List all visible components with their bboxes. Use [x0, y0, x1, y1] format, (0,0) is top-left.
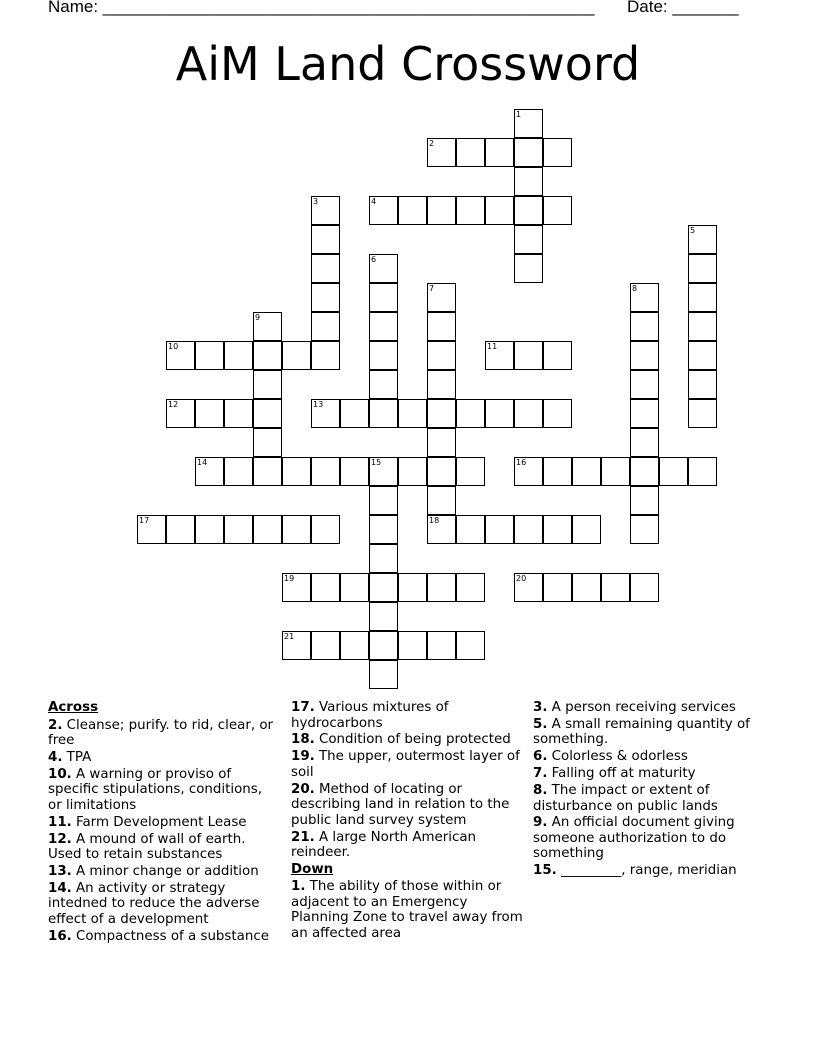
crossword-cell[interactable] [514, 573, 543, 602]
crossword-cell[interactable] [311, 341, 340, 370]
crossword-cell[interactable] [572, 573, 601, 602]
clue-number: 19 [284, 574, 295, 583]
clue-text: Falling off at maturity [551, 766, 696, 782]
crossword-cell[interactable] [311, 573, 340, 602]
crossword-cell[interactable] [369, 283, 398, 312]
crossword-cell[interactable] [369, 312, 398, 341]
crossword-cell[interactable] [340, 457, 369, 486]
crossword-cell[interactable] [688, 341, 717, 370]
crossword-cell[interactable] [195, 341, 224, 370]
clue-number: 16 [516, 458, 527, 467]
crossword-cell[interactable] [195, 399, 224, 428]
clue-number: 5 [690, 226, 696, 235]
crossword-cell[interactable] [630, 428, 659, 457]
crossword-cell[interactable] [630, 370, 659, 399]
clue-text: A minor change or addition [76, 863, 259, 879]
clue-number-label: 8. [533, 783, 548, 799]
clue-item [533, 815, 763, 862]
crossword-cell[interactable] [195, 457, 224, 486]
crossword-cell[interactable] [688, 225, 717, 254]
crossword-cell[interactable] [340, 631, 369, 660]
clue-number-label: 10. [48, 766, 72, 782]
crossword-cell[interactable] [427, 486, 456, 515]
clue-text: An official document giving someone authorization to do something [533, 815, 735, 862]
clue-text: Condition of being protected [319, 732, 511, 748]
crossword-cell[interactable] [369, 515, 398, 544]
crossword-cell[interactable] [514, 138, 543, 167]
crossword-cell[interactable] [311, 457, 340, 486]
crossword-cell[interactable] [311, 399, 340, 428]
clue-item [48, 750, 278, 766]
crossword-cell[interactable] [630, 573, 659, 602]
clue-text: An activity or strategy intedned to reduce the adverse effect of a development [48, 880, 260, 927]
clue-item [291, 732, 523, 748]
crossword-cell[interactable] [282, 631, 311, 660]
clue-number: 9 [255, 313, 261, 322]
clue-number: 10 [168, 342, 179, 351]
clue-text: A large North American reindeer. [291, 829, 477, 861]
crossword-cell[interactable] [427, 283, 456, 312]
clue-number: 13 [313, 400, 324, 409]
crossword-cell[interactable] [485, 515, 514, 544]
clue-item [291, 879, 523, 941]
clues-column-2 [291, 700, 523, 943]
clue-text: The impact or extent of disturbance on public lands [533, 783, 718, 814]
clue-text: TPA [66, 749, 92, 765]
clue-item [48, 881, 278, 928]
clue-number: 6 [371, 255, 377, 264]
crossword-cell[interactable] [166, 399, 195, 428]
crossword-cell[interactable] [456, 399, 485, 428]
clue-item [48, 718, 278, 749]
crossword-cell[interactable] [514, 399, 543, 428]
clue-item [48, 929, 278, 945]
crossword-cell[interactable] [688, 254, 717, 283]
clue-number-label: 16. [48, 928, 72, 944]
crossword-cell[interactable] [369, 196, 398, 225]
clue-number-label: 14. [48, 880, 72, 896]
crossword-cell[interactable] [340, 573, 369, 602]
clue-number: 3 [313, 197, 319, 206]
crossword-cell[interactable] [630, 341, 659, 370]
crossword-cell[interactable] [253, 370, 282, 399]
crossword-cell[interactable] [166, 341, 195, 370]
crossword-cell[interactable] [311, 515, 340, 544]
crossword-cell[interactable] [688, 457, 717, 486]
crossword-cell[interactable] [514, 109, 543, 138]
crossword-cell[interactable] [543, 457, 572, 486]
clue-item [533, 766, 763, 782]
crossword-cell[interactable] [369, 602, 398, 631]
clue-text: A mound of wall of earth. Used to retain substances [48, 831, 246, 863]
clue-number-label: 12. [48, 831, 72, 847]
clue-item [48, 832, 278, 863]
clue-item [291, 700, 523, 731]
crossword-cell[interactable] [311, 631, 340, 660]
clue-number: 11 [487, 342, 498, 351]
clue-text: Compactness of a substance [76, 928, 269, 944]
crossword-cell[interactable] [398, 399, 427, 428]
crossword-cell[interactable] [311, 254, 340, 283]
crossword-cell[interactable] [224, 341, 253, 370]
crossword-cell[interactable] [253, 312, 282, 341]
crossword-cell[interactable] [485, 196, 514, 225]
crossword-cell[interactable] [369, 457, 398, 486]
clues-column-1 [48, 700, 278, 946]
clue-number-label: 19. [291, 749, 315, 765]
clue-text: Farm Development Lease [76, 814, 247, 830]
crossword-cell[interactable] [137, 515, 166, 544]
crossword-cell[interactable] [601, 457, 630, 486]
crossword-cell[interactable] [543, 515, 572, 544]
clue-item [48, 864, 278, 880]
clue-number: 20 [516, 574, 527, 583]
crossword-cell[interactable] [311, 283, 340, 312]
crossword-cell[interactable] [543, 341, 572, 370]
clue-number-label: 3. [533, 700, 548, 715]
crossword-cell[interactable] [485, 138, 514, 167]
clue-item [291, 782, 523, 829]
clue-item [291, 749, 523, 780]
clue-number: 17 [139, 516, 150, 525]
crossword-cell[interactable] [427, 370, 456, 399]
crossword-cell[interactable] [630, 312, 659, 341]
crossword-cell[interactable] [630, 486, 659, 515]
crossword-cell[interactable] [630, 283, 659, 312]
crossword-cell[interactable] [572, 515, 601, 544]
clue-number: 12 [168, 400, 179, 409]
crossword-cell[interactable] [369, 486, 398, 515]
clue-number-label: 18. [291, 732, 315, 748]
crossword-cell[interactable] [311, 225, 340, 254]
crossword-cell[interactable] [398, 573, 427, 602]
crossword-cell[interactable] [282, 573, 311, 602]
crossword-cell[interactable] [456, 573, 485, 602]
crossword-cell[interactable] [485, 341, 514, 370]
crossword-cell[interactable] [514, 341, 543, 370]
crossword-cell[interactable] [630, 399, 659, 428]
clue-text: The upper, outermost layer of soil [291, 749, 520, 780]
crossword-cell[interactable] [456, 138, 485, 167]
crossword-cell[interactable] [427, 138, 456, 167]
clue-number: 2 [429, 139, 435, 148]
crossword-cell[interactable] [369, 660, 398, 689]
clue-text: Various mixtures of hydrocarbons [291, 700, 449, 731]
clue-number-label: 20. [291, 781, 315, 797]
clue-item [533, 749, 763, 765]
crossword-cell[interactable] [688, 399, 717, 428]
down-heading: Down [291, 861, 334, 877]
crossword-cell[interactable] [253, 399, 282, 428]
crossword-cell[interactable] [427, 399, 456, 428]
crossword-cell[interactable] [543, 399, 572, 428]
clues-column-3 [533, 700, 763, 880]
crossword-cell[interactable] [514, 515, 543, 544]
crossword-cell[interactable] [369, 399, 398, 428]
crossword-cell[interactable] [514, 225, 543, 254]
crossword-cell[interactable] [543, 196, 572, 225]
name-field[interactable]: Name: ____________________________________________________ [48, 0, 595, 16]
clue-number-label: 4. [48, 749, 63, 765]
crossword-cell[interactable] [311, 196, 340, 225]
crossword-cell[interactable] [514, 457, 543, 486]
clue-number-label: 15. [533, 863, 557, 879]
crossword-cell[interactable] [224, 399, 253, 428]
crossword-cell[interactable] [659, 457, 688, 486]
crossword-cell[interactable] [427, 631, 456, 660]
clue-item [533, 863, 763, 879]
across-heading: Across [48, 700, 99, 715]
crossword-cell[interactable] [282, 457, 311, 486]
clue-item [533, 783, 763, 814]
clue-number-label: 21. [291, 829, 315, 845]
clue-text: The ability of those within or adjacent to an Emergency Planning Zone to travel away from an affected area [291, 879, 523, 941]
crossword-cell[interactable] [543, 138, 572, 167]
clue-item [533, 717, 763, 748]
crossword-cell[interactable] [253, 515, 282, 544]
crossword-cell[interactable] [369, 573, 398, 602]
crossword-cell[interactable] [601, 573, 630, 602]
page-title: AiM Land Crossword [175, 37, 641, 91]
crossword-cell[interactable] [369, 631, 398, 660]
crossword-cell[interactable] [514, 196, 543, 225]
crossword-cell[interactable] [427, 457, 456, 486]
date-field[interactable]: Date: _______ [627, 0, 739, 16]
crossword-cell[interactable] [456, 196, 485, 225]
crossword-cell[interactable] [688, 312, 717, 341]
crossword-cell[interactable] [572, 457, 601, 486]
crossword-cell[interactable] [224, 515, 253, 544]
crossword-cell[interactable] [224, 457, 253, 486]
clue-number-label: 11. [48, 814, 72, 830]
clue-number: 4 [371, 197, 377, 206]
clue-number-label: 6. [533, 749, 548, 765]
clue-text: A small remaining quantity of something. [533, 716, 750, 748]
clue-item [291, 830, 523, 861]
crossword-cell[interactable] [282, 515, 311, 544]
crossword-cell[interactable] [369, 544, 398, 573]
crossword-cell[interactable] [311, 312, 340, 341]
crossword-cell[interactable] [514, 254, 543, 283]
clue-number: 15 [371, 458, 382, 467]
crossword-cell[interactable] [340, 399, 369, 428]
crossword-cell[interactable] [630, 515, 659, 544]
clue-number: 7 [429, 284, 435, 293]
crossword-cell[interactable] [253, 341, 282, 370]
crossword-cell[interactable] [369, 370, 398, 399]
crossword-cell[interactable] [398, 457, 427, 486]
crossword-cell[interactable] [630, 457, 659, 486]
crossword-cell[interactable] [369, 254, 398, 283]
clue-number-label: 13. [48, 863, 72, 879]
clue-item [48, 815, 278, 831]
clue-text: A person receiving services [551, 700, 736, 715]
crossword-cell[interactable] [485, 399, 514, 428]
clue-number: 14 [197, 458, 208, 467]
crossword-cell[interactable] [456, 631, 485, 660]
crossword-cell[interactable] [514, 167, 543, 196]
crossword-cell[interactable] [398, 631, 427, 660]
crossword-cell[interactable] [253, 428, 282, 457]
crossword-cell[interactable] [688, 283, 717, 312]
clue-number-label: 5. [533, 716, 548, 732]
crossword-cell[interactable] [427, 428, 456, 457]
crossword-cell[interactable] [166, 515, 195, 544]
crossword-cell[interactable] [427, 312, 456, 341]
clue-number: 1 [516, 110, 522, 119]
clue-number-label: 9. [533, 815, 548, 831]
crossword-cell[interactable] [456, 515, 485, 544]
clue-text: Colorless & odorless [551, 749, 688, 765]
clue-number-label: 1. [291, 879, 306, 895]
clue-number-label: 7. [533, 766, 548, 782]
crossword-cell[interactable] [282, 341, 311, 370]
clue-text: Method of locating or describing land in relation to the public land survey system [291, 781, 510, 828]
crossword-cell[interactable] [369, 341, 398, 370]
clue-item [48, 767, 278, 814]
clue-text: _________, range, meridian [561, 863, 737, 879]
clue-item [533, 700, 763, 716]
crossword-cell[interactable] [688, 370, 717, 399]
crossword-cell[interactable] [253, 457, 282, 486]
crossword-cell[interactable] [195, 515, 224, 544]
clue-number: 18 [429, 516, 440, 525]
crossword-cell[interactable] [427, 196, 456, 225]
crossword-cell[interactable] [427, 515, 456, 544]
crossword-cell[interactable] [427, 573, 456, 602]
clue-number-label: 2. [48, 717, 63, 733]
clue-number-label: 17. [291, 700, 315, 715]
clue-number: 21 [284, 632, 295, 641]
crossword-cell[interactable] [427, 341, 456, 370]
clue-text: A warning or proviso of specific stipulations, conditions, or limitations [48, 766, 262, 813]
crossword-cell[interactable] [398, 196, 427, 225]
crossword-cell[interactable] [456, 457, 485, 486]
clue-text: Cleanse; purify. to rid, clear, or free [48, 717, 274, 748]
crossword-cell[interactable] [543, 573, 572, 602]
clue-number: 8 [632, 284, 638, 293]
